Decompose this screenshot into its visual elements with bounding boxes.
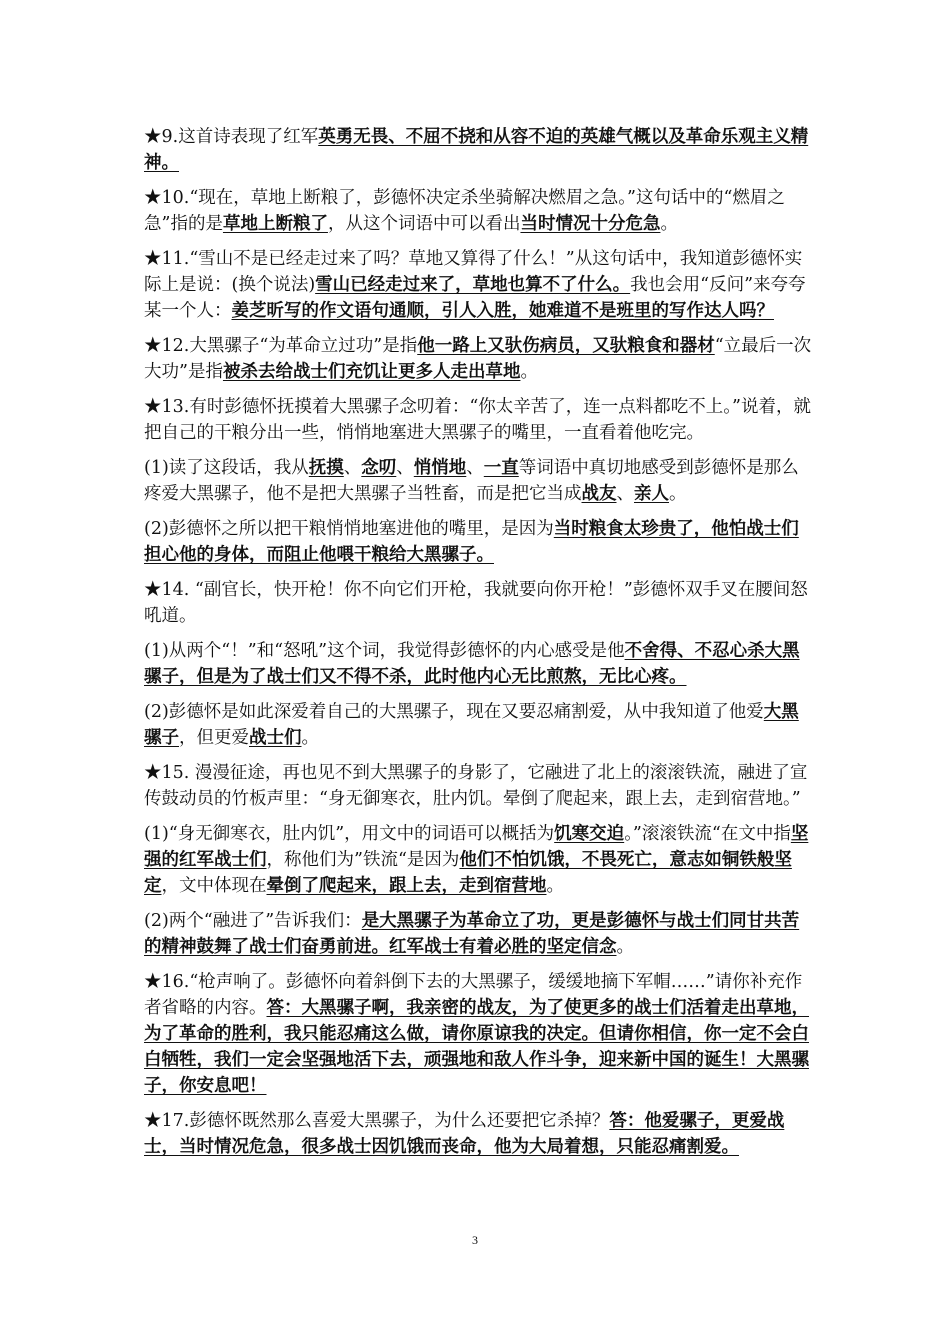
paragraph-text: “立最后一次大功”是指: [144, 336, 812, 382]
document-body: [144, 124, 816, 1169]
paragraph-text: (2)彭德怀是如此深爱着自己的大黑骡子，现在又要忍痛割爱，从中我知道了他爱: [144, 702, 764, 722]
underlined-answer: 饥寒交迫: [554, 824, 625, 844]
underlined-answer: 草地上断粮了: [222, 214, 328, 234]
underlined-answer: 是大黑骡子为革命立了功，更是彭德怀与战士们同甘共苦的精神鼓舞了战士们奋勇前进。红军战士有着必胜的坚定信念: [144, 911, 800, 957]
question-paragraph: [144, 124, 816, 176]
question-paragraph: [144, 969, 816, 1099]
underlined-answer: 答：大黑骡子啊，我亲密的战友，为了使更多的战士们活着走出草地，为了革命的胜利，我只能忍痛这么做，请你原谅我的决定。但请你相信，你一定不会白白牺牲，我们一定会坚强地活下去，顽强地和敌人作斗争，迎来新中国的诞生！大黑骡子，你安息吧！: [144, 998, 809, 1096]
underlined-answer: 他们不怕饥饿，不畏死亡，意志如铜铁般坚定: [144, 850, 792, 896]
underlined-answer: 大黑骡子: [144, 702, 799, 748]
paragraph-text: ★11.“雪山不是已经走过来了吗？草地又算得了什么！”从这句话中，我知道彭德怀实际上是说：(换个说法): [144, 249, 803, 295]
question-paragraph: [144, 394, 816, 446]
paragraph-text: ★9.这首诗表现了红军: [144, 127, 319, 147]
underlined-answer: 当时情况十分危急: [520, 214, 661, 234]
underlined-answer: 战士们: [249, 728, 302, 748]
underlined-answer: 战友: [581, 484, 617, 504]
question-paragraph: [144, 908, 816, 960]
paragraph-text: ★17.彭德怀既然那么喜爱大黑骡子，为什么还要把它杀掉？: [144, 1111, 610, 1131]
question-paragraph: [144, 246, 816, 324]
paragraph-text: ★10.“现在，草地上断粮了，彭德怀决定杀坐骑解决燃眉之急。”这句话中的“燃眉之急”指的是: [144, 188, 785, 234]
question-paragraph: [144, 638, 816, 690]
paragraph-text: 、: [396, 458, 414, 478]
underlined-answer: 答：他爱骡子，更爱战士，当时情况危急，很多战士因饥饿而丧命，他为大局着想，只能忍痛割爱。: [144, 1111, 785, 1157]
question-paragraph: [144, 760, 816, 812]
paragraph-text: (2)彭德怀之所以把干粮悄悄地塞进他的嘴里，是因为: [144, 519, 554, 539]
underlined-answer: 被杀去给战士们充饥让更多人走出草地: [222, 362, 521, 382]
paragraph-text: (1)读了这段话，我从: [144, 458, 309, 478]
underlined-answer: 姜芝昕写的作文语句通顺，引人入胜，她难道不是班里的写作达人吗？: [231, 301, 774, 321]
question-paragraph: [144, 699, 816, 751]
paragraph-text: (1)“身无御寒衣，肚内饥”，用文中的词语可以概括为: [144, 824, 555, 844]
paragraph-text: ，文中体现在: [161, 876, 267, 896]
paragraph-text: 、: [466, 458, 484, 478]
paragraph-text: 等词语中真切地感受到彭德怀是那么疼爱大黑骡子，他不是把大黑骡子当牲畜，而是把它当成: [144, 458, 799, 504]
paragraph-text: 。: [660, 214, 678, 234]
paragraph-text: ，从这个词语中可以看出: [327, 214, 521, 234]
page-number: 3: [472, 1233, 478, 1247]
underlined-answer: 他一路上又驮伤病员，又驮粮食和器材: [417, 336, 715, 356]
underlined-answer: 一直: [483, 458, 519, 478]
paragraph-text: (2)两个“融进了”告诉我们：: [144, 911, 362, 931]
paragraph-text: 。: [520, 362, 538, 382]
paragraph-text: 。: [616, 937, 634, 957]
question-paragraph: [144, 455, 816, 507]
paragraph-text: (1)从两个“！”和“怒吼”这个词，我觉得彭德怀的内心感受是他: [144, 641, 625, 661]
underlined-answer: 念叨: [361, 458, 397, 478]
paragraph-text: 、: [616, 484, 634, 504]
paragraph-text: ★16.“枪声响了。彭德怀向着斜倒下去的大黑骡子，缓缓地摘下军帽……”请你补充作者省略的内容。: [144, 972, 803, 1018]
paragraph-text: ★15. 漫漫征途，再也见不到大黑骡子的身影了，它融进了北上的滚滚铁流，融进了宣传鼓动员的竹板声里：“身无御寒衣，肚内饥。晕倒了爬起来，跟上去，走到宿营地。”: [144, 763, 808, 809]
underlined-answer: 雪山已经走过来了，草地也算不了什么。: [315, 275, 631, 295]
underlined-answer: 不舍得、不忍心杀大黑骡子，但是为了战士们又不得不杀，此时他内心无比煎熬，无比心疼。: [144, 641, 800, 687]
paragraph-text: ★14. “副官长，快开枪！你不向它们开枪，我就要向你开枪！”彭德怀双手叉在腰间怒吼道。: [144, 580, 808, 626]
question-paragraph: [144, 1108, 816, 1160]
paragraph-text: 。: [301, 728, 319, 748]
paragraph-text: 。: [669, 484, 687, 504]
question-paragraph: [144, 577, 816, 629]
paragraph-text: 。”滚滚铁流“在文中指: [624, 824, 791, 844]
paragraph-text: ★13.有时彭德怀抚摸着大黑骡子念叨着：“你太辛苦了，连一点料都吃不上。”说着，就把自己的干粮分出一些，悄悄地塞进大黑骡子的嘴里，一直看着他吃完。: [144, 397, 811, 443]
paragraph-text: 。: [546, 876, 564, 896]
underlined-answer: 晕倒了爬起来，跟上去，走到宿营地: [266, 876, 547, 896]
paragraph-text: 我也会用“反问”来夸夸某一个人：: [144, 275, 806, 321]
underlined-answer: 英勇无畏、不屈不挠和从容不迫的英雄气概以及革命乐观主义精神。: [144, 127, 809, 173]
question-paragraph: [144, 516, 816, 568]
underlined-answer: 亲人: [634, 484, 669, 504]
paragraph-text: ★12.大黑骡子“为革命立过功”是指: [144, 336, 418, 356]
paragraph-text: ，但更爱: [179, 728, 249, 748]
underlined-answer: 当时粮食太珍贵了，他怕战士们担心他的身体，而阻止他喂干粮给大黑骡子。: [144, 519, 799, 565]
paragraph-text: 、: [343, 458, 362, 478]
question-paragraph: [144, 333, 816, 385]
question-paragraph: [144, 821, 816, 899]
underlined-answer: 抚摸: [308, 458, 344, 478]
question-paragraph: [144, 185, 816, 237]
underlined-answer: 坚强的红军战士们: [144, 824, 809, 870]
paragraph-text: ，称他们为”铁流“是因为: [266, 850, 460, 870]
underlined-answer: 悄悄地: [413, 458, 467, 478]
